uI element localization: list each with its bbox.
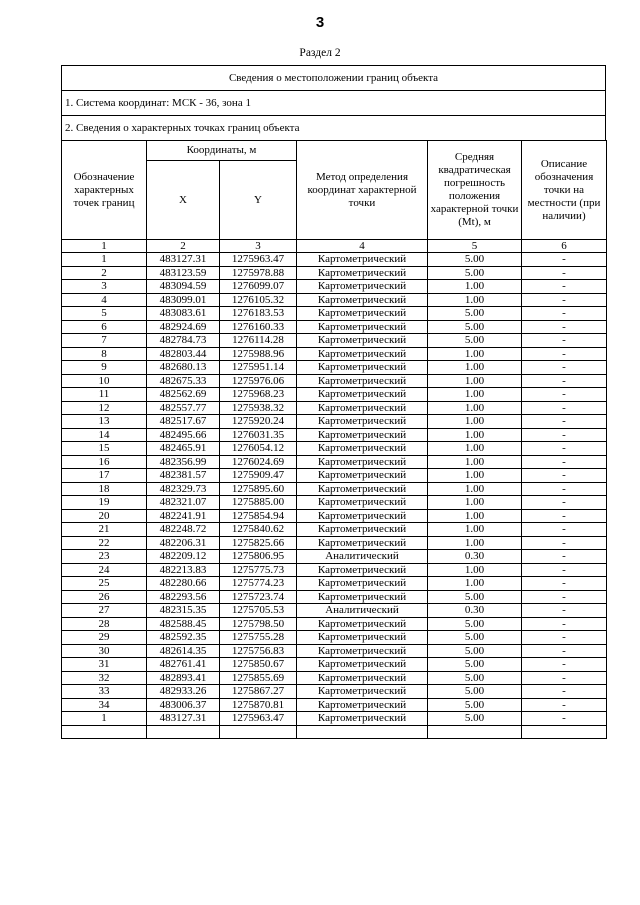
method-cell: Картометрический	[297, 617, 428, 631]
method-cell: Картометрический	[297, 577, 428, 591]
y-coordinate-cell: 1275920.24	[220, 415, 297, 429]
x-coordinate-cell: 483094.59	[147, 280, 220, 294]
error-cell: 5.00	[428, 617, 522, 631]
table-row	[62, 563, 607, 577]
table-row	[62, 253, 607, 267]
empty-row	[62, 725, 607, 739]
method-cell: Картометрический	[297, 482, 428, 496]
table-row	[62, 590, 607, 604]
description-cell: -	[522, 685, 607, 699]
empty-cell	[428, 725, 522, 739]
method-cell: Картометрический	[297, 307, 428, 321]
table-row	[62, 442, 607, 456]
y-coordinate-cell: 1276160.33	[220, 320, 297, 334]
table-row	[62, 307, 607, 321]
error-cell: 5.00	[428, 685, 522, 699]
point-number-cell: 18	[62, 482, 147, 496]
error-cell: 5.00	[428, 644, 522, 658]
description-cell: -	[522, 536, 607, 550]
y-coordinate-cell: 1275840.62	[220, 523, 297, 537]
y-coordinate-cell: 1275756.83	[220, 644, 297, 658]
point-number-cell: 1	[62, 253, 147, 267]
x-coordinate-cell: 482495.66	[147, 428, 220, 442]
description-cell: -	[522, 482, 607, 496]
table-row	[62, 644, 607, 658]
description-cell: -	[522, 631, 607, 645]
description-cell: -	[522, 509, 607, 523]
x-coordinate-cell: 482761.41	[147, 658, 220, 672]
point-number-cell: 30	[62, 644, 147, 658]
table-row	[62, 361, 607, 375]
point-number-cell: 23	[62, 550, 147, 564]
method-cell: Аналитический	[297, 604, 428, 618]
description-cell: -	[522, 523, 607, 537]
error-cell: 5.00	[428, 658, 522, 672]
y-coordinate-cell: 1275978.88	[220, 266, 297, 280]
table-row	[62, 536, 607, 550]
header-description: Описание обозначения точки на местности (при наличии)	[522, 141, 607, 240]
description-cell: -	[522, 671, 607, 685]
header-x: X	[147, 161, 220, 240]
description-cell: -	[522, 253, 607, 267]
page-number: 3	[315, 14, 325, 31]
error-cell: 5.00	[428, 671, 522, 685]
description-cell: -	[522, 334, 607, 348]
column-number: 1	[62, 240, 147, 253]
x-coordinate-cell: 482356.99	[147, 455, 220, 469]
error-cell: 1.00	[428, 415, 522, 429]
error-cell: 1.00	[428, 293, 522, 307]
table-row	[62, 320, 607, 334]
method-cell: Картометрический	[297, 631, 428, 645]
table-row	[62, 388, 607, 402]
description-cell: -	[522, 442, 607, 456]
column-number: 2	[147, 240, 220, 253]
boundary-info-form	[61, 65, 606, 739]
table-row	[62, 617, 607, 631]
table-row	[62, 671, 607, 685]
y-coordinate-cell: 1275963.47	[220, 253, 297, 267]
table-row	[62, 523, 607, 537]
description-cell: -	[522, 577, 607, 591]
y-coordinate-cell: 1275774.23	[220, 577, 297, 591]
method-cell: Картометрический	[297, 347, 428, 361]
empty-cell	[62, 725, 147, 739]
y-coordinate-cell: 1275963.47	[220, 712, 297, 726]
description-cell: -	[522, 266, 607, 280]
method-cell: Картометрический	[297, 266, 428, 280]
error-cell: 1.00	[428, 509, 522, 523]
point-number-cell: 5	[62, 307, 147, 321]
method-cell: Картометрический	[297, 415, 428, 429]
column-numbers-row	[62, 240, 607, 253]
column-number: 6	[522, 240, 607, 253]
point-number-cell: 6	[62, 320, 147, 334]
description-cell: -	[522, 293, 607, 307]
y-coordinate-cell: 1276031.35	[220, 428, 297, 442]
description-cell: -	[522, 550, 607, 564]
description-cell: -	[522, 563, 607, 577]
table-row	[62, 280, 607, 294]
y-coordinate-cell: 1275867.27	[220, 685, 297, 699]
x-coordinate-cell: 482680.13	[147, 361, 220, 375]
table-row	[62, 293, 607, 307]
y-coordinate-cell: 1275870.81	[220, 698, 297, 712]
empty-cell	[220, 725, 297, 739]
table-row	[62, 550, 607, 564]
x-coordinate-cell: 483099.01	[147, 293, 220, 307]
method-cell: Картометрический	[297, 658, 428, 672]
method-cell: Картометрический	[297, 698, 428, 712]
description-cell: -	[522, 374, 607, 388]
table-row	[62, 266, 607, 280]
error-cell: 1.00	[428, 523, 522, 537]
y-coordinate-cell: 1275976.06	[220, 374, 297, 388]
description-cell: -	[522, 644, 607, 658]
points-heading: 2. Сведения о характерных точках границ объекта	[61, 115, 606, 140]
x-coordinate-cell: 483123.59	[147, 266, 220, 280]
method-cell: Картометрический	[297, 685, 428, 699]
x-coordinate-cell: 482329.73	[147, 482, 220, 496]
error-cell: 0.30	[428, 604, 522, 618]
header-y: Y	[220, 161, 297, 240]
y-coordinate-cell: 1275775.73	[220, 563, 297, 577]
x-coordinate-cell: 482675.33	[147, 374, 220, 388]
x-coordinate-cell: 482381.57	[147, 469, 220, 483]
table-row	[62, 455, 607, 469]
error-cell: 5.00	[428, 631, 522, 645]
x-coordinate-cell: 482248.72	[147, 523, 220, 537]
description-cell: -	[522, 320, 607, 334]
error-cell: 1.00	[428, 577, 522, 591]
y-coordinate-cell: 1275705.53	[220, 604, 297, 618]
method-cell: Аналитический	[297, 550, 428, 564]
point-number-cell: 27	[62, 604, 147, 618]
point-number-cell: 14	[62, 428, 147, 442]
y-coordinate-cell: 1276105.32	[220, 293, 297, 307]
x-coordinate-cell: 482321.07	[147, 496, 220, 510]
y-coordinate-cell: 1275855.69	[220, 671, 297, 685]
y-coordinate-cell: 1276114.28	[220, 334, 297, 348]
y-coordinate-cell: 1275988.96	[220, 347, 297, 361]
x-coordinate-cell: 482614.35	[147, 644, 220, 658]
header-designation: Обозначение характерных точек границ	[62, 141, 147, 240]
error-cell: 1.00	[428, 347, 522, 361]
point-number-cell: 34	[62, 698, 147, 712]
error-cell: 1.00	[428, 374, 522, 388]
x-coordinate-cell: 483127.31	[147, 712, 220, 726]
table-row	[62, 685, 607, 699]
x-coordinate-cell: 482280.66	[147, 577, 220, 591]
method-cell: Картометрический	[297, 401, 428, 415]
table-row	[62, 482, 607, 496]
error-cell: 1.00	[428, 482, 522, 496]
method-cell: Картометрический	[297, 334, 428, 348]
y-coordinate-cell: 1276183.53	[220, 307, 297, 321]
y-coordinate-cell: 1275850.67	[220, 658, 297, 672]
x-coordinate-cell: 483127.31	[147, 253, 220, 267]
description-cell: -	[522, 347, 607, 361]
method-cell: Картометрический	[297, 361, 428, 375]
header-coordinates: Координаты, м	[147, 141, 297, 161]
y-coordinate-cell: 1275755.28	[220, 631, 297, 645]
y-coordinate-cell: 1275895.60	[220, 482, 297, 496]
method-cell: Картометрический	[297, 712, 428, 726]
table-title: Сведения о местоположении границ объекта	[61, 65, 606, 90]
point-number-cell: 20	[62, 509, 147, 523]
point-number-cell: 16	[62, 455, 147, 469]
table-row	[62, 347, 607, 361]
description-cell: -	[522, 307, 607, 321]
method-cell: Картометрический	[297, 388, 428, 402]
method-cell: Картометрический	[297, 253, 428, 267]
method-cell: Картометрический	[297, 536, 428, 550]
description-cell: -	[522, 469, 607, 483]
x-coordinate-cell: 482893.41	[147, 671, 220, 685]
table-row	[62, 428, 607, 442]
method-cell: Картометрический	[297, 442, 428, 456]
table-row	[62, 631, 607, 645]
table-row	[62, 658, 607, 672]
y-coordinate-cell: 1275723.74	[220, 590, 297, 604]
point-number-cell: 22	[62, 536, 147, 550]
table-row	[62, 577, 607, 591]
y-coordinate-cell: 1275951.14	[220, 361, 297, 375]
description-cell: -	[522, 455, 607, 469]
error-cell: 1.00	[428, 563, 522, 577]
error-cell: 5.00	[428, 320, 522, 334]
method-cell: Картометрический	[297, 374, 428, 388]
y-coordinate-cell: 1275885.00	[220, 496, 297, 510]
x-coordinate-cell: 482588.45	[147, 617, 220, 631]
y-coordinate-cell: 1275825.66	[220, 536, 297, 550]
point-number-cell: 24	[62, 563, 147, 577]
y-coordinate-cell: 1275938.32	[220, 401, 297, 415]
x-coordinate-cell: 483006.37	[147, 698, 220, 712]
point-number-cell: 11	[62, 388, 147, 402]
method-cell: Картометрический	[297, 469, 428, 483]
x-coordinate-cell: 482517.67	[147, 415, 220, 429]
error-cell: 1.00	[428, 496, 522, 510]
column-number: 4	[297, 240, 428, 253]
y-coordinate-cell: 1275854.94	[220, 509, 297, 523]
method-cell: Картометрический	[297, 280, 428, 294]
y-coordinate-cell: 1275909.47	[220, 469, 297, 483]
error-cell: 1.00	[428, 401, 522, 415]
description-cell: -	[522, 280, 607, 294]
x-coordinate-cell: 482315.35	[147, 604, 220, 618]
point-number-cell: 9	[62, 361, 147, 375]
method-cell: Картометрический	[297, 455, 428, 469]
error-cell: 5.00	[428, 253, 522, 267]
y-coordinate-cell: 1275968.23	[220, 388, 297, 402]
point-number-cell: 32	[62, 671, 147, 685]
x-coordinate-cell: 482562.69	[147, 388, 220, 402]
error-cell: 1.00	[428, 428, 522, 442]
point-number-cell: 28	[62, 617, 147, 631]
table-row	[62, 401, 607, 415]
column-number: 5	[428, 240, 522, 253]
table-row	[62, 374, 607, 388]
table-row	[62, 712, 607, 726]
error-cell: 5.00	[428, 307, 522, 321]
point-number-cell: 26	[62, 590, 147, 604]
y-coordinate-cell: 1275798.50	[220, 617, 297, 631]
point-number-cell: 33	[62, 685, 147, 699]
description-cell: -	[522, 658, 607, 672]
error-cell: 1.00	[428, 442, 522, 456]
method-cell: Картометрический	[297, 590, 428, 604]
x-coordinate-cell: 482784.73	[147, 334, 220, 348]
x-coordinate-cell: 482465.91	[147, 442, 220, 456]
method-cell: Картометрический	[297, 671, 428, 685]
method-cell: Картометрический	[297, 496, 428, 510]
error-cell: 1.00	[428, 469, 522, 483]
description-cell: -	[522, 428, 607, 442]
x-coordinate-cell: 482592.35	[147, 631, 220, 645]
y-coordinate-cell: 1276054.12	[220, 442, 297, 456]
description-cell: -	[522, 496, 607, 510]
point-number-cell: 15	[62, 442, 147, 456]
point-number-cell: 8	[62, 347, 147, 361]
table-row	[62, 469, 607, 483]
x-coordinate-cell: 482213.83	[147, 563, 220, 577]
point-number-cell: 19	[62, 496, 147, 510]
x-coordinate-cell: 482924.69	[147, 320, 220, 334]
error-cell: 5.00	[428, 334, 522, 348]
method-cell: Картометрический	[297, 428, 428, 442]
section-label: Раздел 2	[299, 47, 341, 59]
description-cell: -	[522, 698, 607, 712]
description-cell: -	[522, 604, 607, 618]
x-coordinate-cell: 482803.44	[147, 347, 220, 361]
error-cell: 5.00	[428, 590, 522, 604]
point-number-cell: 25	[62, 577, 147, 591]
method-cell: Картометрический	[297, 644, 428, 658]
point-number-cell: 2	[62, 266, 147, 280]
point-number-cell: 17	[62, 469, 147, 483]
method-cell: Картометрический	[297, 523, 428, 537]
empty-cell	[147, 725, 220, 739]
error-cell: 1.00	[428, 536, 522, 550]
x-coordinate-cell: 482206.31	[147, 536, 220, 550]
header-method: Метод определения координат характерной точки	[297, 141, 428, 240]
point-number-cell: 12	[62, 401, 147, 415]
table-row	[62, 334, 607, 348]
description-cell: -	[522, 388, 607, 402]
x-coordinate-cell: 482209.12	[147, 550, 220, 564]
point-number-cell: 13	[62, 415, 147, 429]
y-coordinate-cell: 1276099.07	[220, 280, 297, 294]
point-number-cell: 10	[62, 374, 147, 388]
error-cell: 1.00	[428, 388, 522, 402]
description-cell: -	[522, 617, 607, 631]
empty-cell	[522, 725, 607, 739]
x-coordinate-cell: 482293.56	[147, 590, 220, 604]
error-cell: 1.00	[428, 455, 522, 469]
method-cell: Картометрический	[297, 509, 428, 523]
points-table	[61, 140, 607, 739]
x-coordinate-cell: 483083.61	[147, 307, 220, 321]
method-cell: Картометрический	[297, 563, 428, 577]
error-cell: 0.30	[428, 550, 522, 564]
point-number-cell: 29	[62, 631, 147, 645]
error-cell: 5.00	[428, 712, 522, 726]
method-cell: Картометрический	[297, 293, 428, 307]
error-cell: 5.00	[428, 698, 522, 712]
empty-cell	[297, 725, 428, 739]
coordinate-system-line: 1. Система координат: МСК - 36, зона 1	[61, 90, 606, 115]
error-cell: 1.00	[428, 280, 522, 294]
description-cell: -	[522, 361, 607, 375]
x-coordinate-cell: 482933.26	[147, 685, 220, 699]
x-coordinate-cell: 482557.77	[147, 401, 220, 415]
column-number: 3	[220, 240, 297, 253]
method-cell: Картометрический	[297, 320, 428, 334]
table-row	[62, 415, 607, 429]
error-cell: 5.00	[428, 266, 522, 280]
description-cell: -	[522, 415, 607, 429]
y-coordinate-cell: 1275806.95	[220, 550, 297, 564]
y-coordinate-cell: 1276024.69	[220, 455, 297, 469]
description-cell: -	[522, 401, 607, 415]
description-cell: -	[522, 590, 607, 604]
point-number-cell: 31	[62, 658, 147, 672]
error-cell: 1.00	[428, 361, 522, 375]
table-row	[62, 604, 607, 618]
x-coordinate-cell: 482241.91	[147, 509, 220, 523]
point-number-cell: 4	[62, 293, 147, 307]
description-cell: -	[522, 712, 607, 726]
point-number-cell: 1	[62, 712, 147, 726]
table-row	[62, 496, 607, 510]
header-error: Средняя квадратическая погрешность положения характерной точки (Mt), м	[428, 141, 522, 240]
table-row	[62, 698, 607, 712]
point-number-cell: 21	[62, 523, 147, 537]
point-number-cell: 7	[62, 334, 147, 348]
table-row	[62, 509, 607, 523]
point-number-cell: 3	[62, 280, 147, 294]
